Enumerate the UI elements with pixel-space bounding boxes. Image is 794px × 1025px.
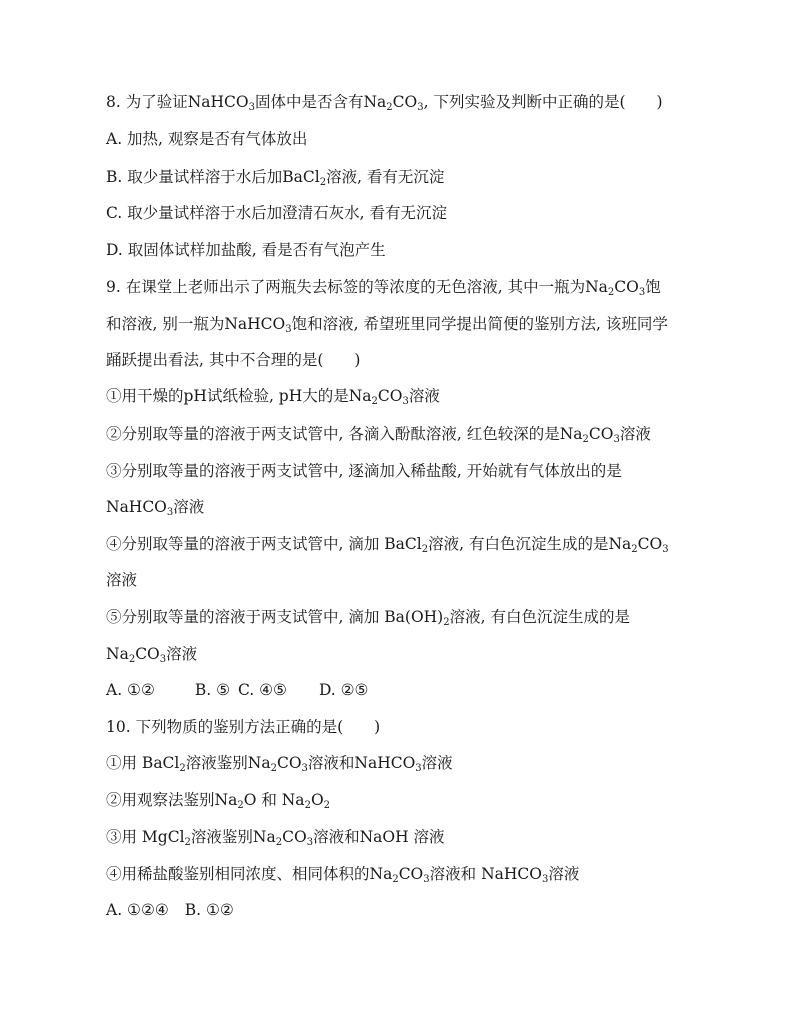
q9-statement-5-cont: $Na_2CO_3$溶液 <box>106 645 198 665</box>
q9-option-a: A. ①② <box>106 681 155 699</box>
q9-statement-3: ③分别取等量的溶液于两支试管中, 逐滴加入稀盐酸, 开始就有气体放出的是 <box>106 462 622 480</box>
q9-stem-line-3: 踊跃提出看法, 其中不合理的是( ) <box>106 351 361 369</box>
q10-statement-2: ②用观察法鉴别$Na_2O$ 和 $Na_2O_2$ <box>106 791 331 811</box>
q8-option-b: B. 取少量试样溶于水后加BaCl$_2$溶液, 看有无沉淀 <box>106 168 445 188</box>
q9-statement-4: ④分别取等量的溶液于两支试管中, 滴加 BaCl$_2$溶液, 有白色沉淀生成的是$Na_2CO_3$ <box>106 535 669 555</box>
q9-stem-line-1: 9. 在课堂上老师出示了两瓶失去标签的等浓度的无色溶液, 其中一瓶为$Na_2CO_3$饱 <box>106 278 661 298</box>
q10-option-b: B. ①② <box>184 901 234 919</box>
q9-statement-5: ⑤分别取等量的溶液于两支试管中, 滴加 $Ba(OH)_2$溶液, 有白色沉淀生成的是 <box>106 608 630 628</box>
q9-option-b: B. ⑤ <box>194 681 230 699</box>
q9-option-c: C. ④⑤ <box>237 681 287 699</box>
q9-statement-2: ②分别取等量的溶液于两支试管中, 各滴入酚酞溶液, 红色较深的是$Na_2CO_3$溶液 <box>106 425 651 445</box>
q10-statement-3: ③用 MgCl$_2$溶液鉴别$Na_2CO_3$溶液和NaOH 溶液 <box>106 828 445 848</box>
q8-stem: 8. 为了验证NaHCO$_3$固体中是否含有$Na_2CO_3$, 下列实验及判断中正确的是( ) <box>106 93 663 113</box>
q9-statement-3-cont: NaHCO$_3$溶液 <box>106 498 205 518</box>
q9-statement-1: ①用干燥的pH试纸检验, pH大的是$Na_2CO_3$溶液 <box>106 387 440 407</box>
q8-option-c: C. 取少量试样溶于水后加澄清石灰水, 看有无沉淀 <box>106 204 448 222</box>
q9-option-d: D. ②⑤ <box>318 681 369 699</box>
q9-statement-4-cont: 溶液 <box>106 571 138 589</box>
q9-options <box>106 679 734 701</box>
q10-statement-4: ④用稀盐酸鉴别相同浓度、相同体积的$Na_2CO_3$溶液和 NaHCO$_3$溶液 <box>106 865 580 885</box>
q10-stem: 10. 下列物质的鉴别方法正确的是( ) <box>106 718 381 736</box>
q9-stem-line-2: 和溶液, 别一瓶为NaHCO$_3$饱和溶液, 希望班里同学提出简便的鉴别方法, 该班同学 <box>106 315 668 335</box>
q10-option-a: A. ①②④ <box>106 901 169 919</box>
q8-option-d: D. 取固体试样加盐酸, 看是否有气泡产生 <box>106 241 386 259</box>
q8-option-a: A. 加热, 观察是否有气体放出 <box>106 130 308 148</box>
q10-options <box>106 899 734 921</box>
q10-statement-1: ①用 BaCl$_2$溶液鉴别$Na_2CO_3$溶液和NaHCO$_3$溶液 <box>106 754 453 774</box>
